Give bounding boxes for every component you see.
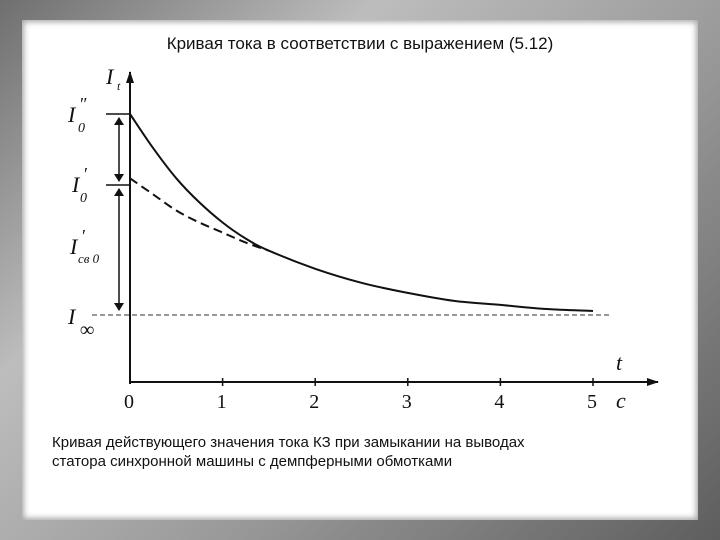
x-tick-label: 1 — [216, 391, 227, 413]
label-I0-subtransient-sub: 0 — [78, 121, 85, 136]
current-curve-chart — [22, 60, 698, 440]
x-axis-label: t — [616, 350, 623, 375]
label-I-steady: I — [68, 304, 76, 329]
slide-caption — [52, 433, 692, 471]
y-axis-label: I — [106, 64, 114, 89]
x-tick-label: 4 — [494, 391, 505, 413]
series-subtransient-curve — [130, 114, 593, 311]
label-Ics0-sub: св 0 — [78, 251, 100, 266]
label-I0-subtransient-sup: ″ — [80, 94, 88, 114]
label-Ics0: I — [70, 234, 78, 259]
x-tick-label: 0 — [124, 391, 134, 413]
x-tick-label: 3 — [401, 391, 412, 413]
slide — [22, 20, 698, 520]
caption-line-2: статора синхронной машины с демпферными обмотками — [52, 453, 453, 470]
x-axis-unit: с — [616, 388, 626, 413]
x-tick-label: 2 — [309, 391, 320, 413]
label-I0-transient: I — [72, 172, 80, 197]
caption-line-1: Кривая действующего значения тока КЗ при замыкании на выводах — [52, 434, 525, 451]
label-I0-transient-sup: ′ — [84, 164, 88, 184]
label-I-steady-sub: ∞ — [80, 319, 95, 341]
slide-title: Кривая тока в соответствии с выражением (5.12) — [166, 34, 554, 53]
x-ticks — [124, 378, 597, 413]
label-Ics0-sup: ′ — [82, 226, 86, 246]
label-I0-subtransient: I — [68, 102, 76, 127]
label-I0-transient-sub: 0 — [80, 191, 87, 206]
y-axis-label-sub: t — [117, 79, 121, 93]
x-tick-label: 5 — [587, 391, 597, 413]
